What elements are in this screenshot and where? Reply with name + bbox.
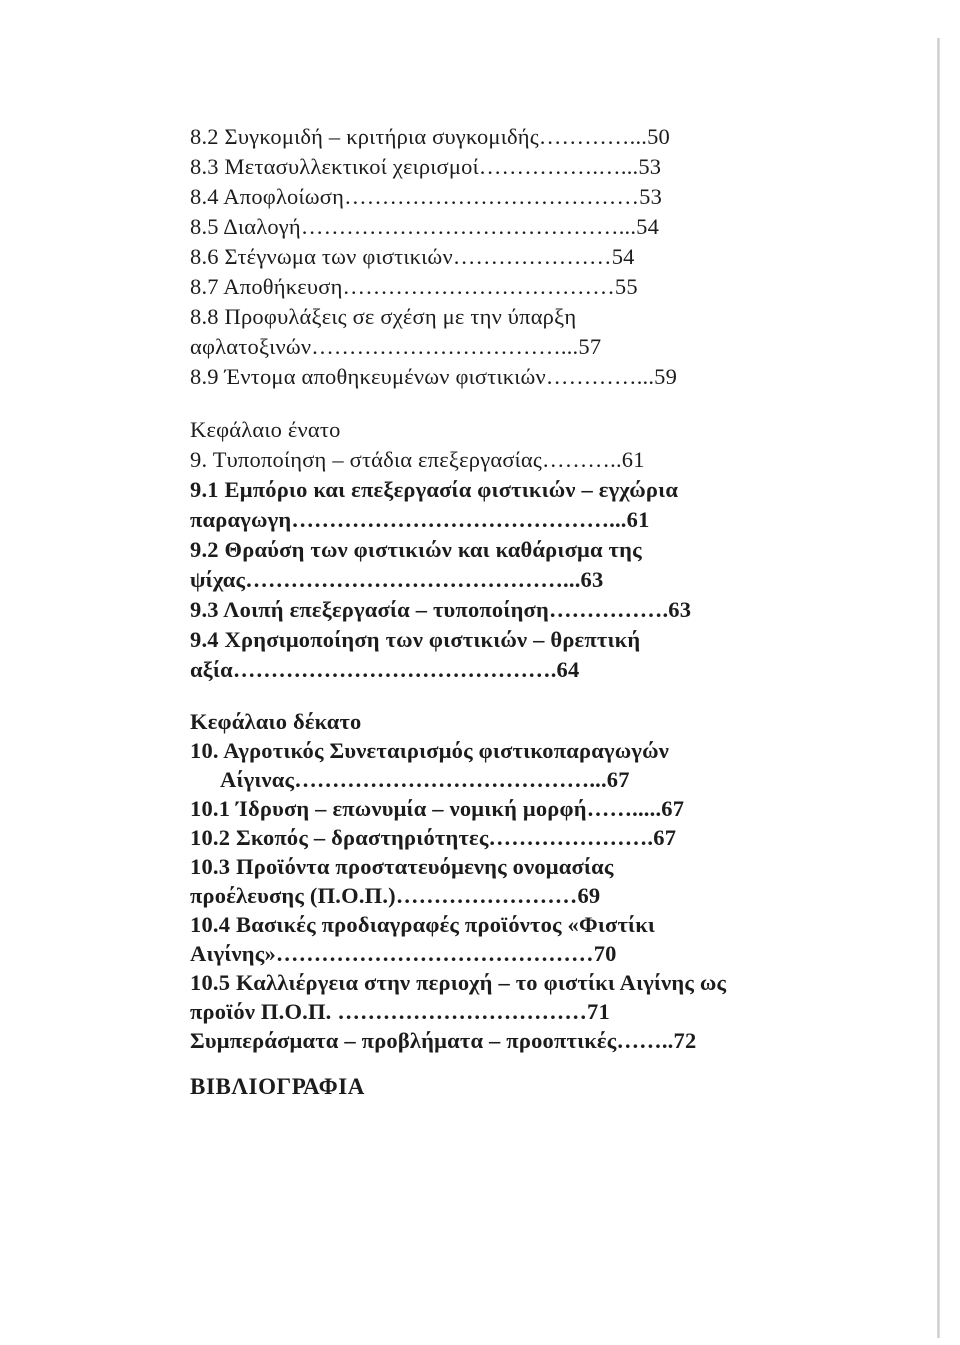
toc-entry-10-continued: Αίγινας…………………………………...67 <box>220 767 630 792</box>
toc-entry-9-1: 9.1 Εμπόριο και επεξεργασία φιστικιών – εγχώρια <box>190 477 679 502</box>
toc-entry-10-1: 10.1 Ίδρυση – επωνυμία – νομική μορφή…….....67 <box>190 796 685 821</box>
toc-entry-8-2: 8.2 Συγκομιδή – κριτήρια συγκομιδής…………...50 <box>190 124 671 149</box>
toc-entry-9-4-continued: αξία…………………………………….64 <box>190 657 580 682</box>
chapter-heading-nine: Κεφάλαιο ένατο <box>190 417 341 442</box>
toc-entry-conclusions: Συμπεράσματα – προβλήματα – προοπτικές……..72 <box>190 1028 697 1053</box>
toc-entry-8-6: 8.6 Στέγνωμα των φιστικιών…………………54 <box>190 244 635 269</box>
toc-entry-8-4: 8.4 Αποφλοίωση…………………………………53 <box>190 184 663 209</box>
toc-entry-10-4-continued: Αιγίνης»……………………………………70 <box>190 941 617 966</box>
bibliography-heading: ΒΙΒΛΙΟΓΡΑΦΙΑ <box>190 1074 366 1099</box>
toc-entry-10-3: 10.3 Προϊόντα προστατευόμενης ονομασίας <box>190 854 614 879</box>
toc-entry-10-5-continued: προϊόν Π.Ο.Π. ……………………………71 <box>190 999 610 1024</box>
toc-entry-9-1-continued: παραγωγη……………………………………...61 <box>190 507 650 532</box>
chapter-heading-ten: Κεφάλαιο δέκατο <box>190 709 362 734</box>
toc-entry-8-3: 8.3 Μετασυλλεκτικοί χειρισμοί…………….…...53 <box>190 154 662 179</box>
toc-entry-10: 10. Αγροτικός Συνεταιρισμός φιστικοπαραγωγών <box>190 738 670 763</box>
toc-entry-8-9: 8.9 Έντομα αποθηκευμένων φιστικιών…………...59 <box>190 364 678 389</box>
toc-entry-9: 9. Τυποποίηση – στάδια επεξεργασίας………..61 <box>190 447 645 472</box>
toc-entry-9-2-continued: ψίχας……………………………………...63 <box>190 567 604 592</box>
toc-entry-10-4: 10.4 Βασικές προδιαγραφές προϊόντος «Φιστίκι <box>190 912 656 937</box>
toc-entry-10-5: 10.5 Καλλιέργεια στην περιοχή – το φιστίκι Αιγίνης ως <box>190 970 727 995</box>
toc-entry-9-2: 9.2 Θραύση των φιστικιών και καθάρισμα της <box>190 537 642 562</box>
toc-entry-10-3-continued: προέλευσης (Π.Ο.Π.)……………………69 <box>190 883 601 908</box>
toc-entry-8-7: 8.7 Αποθήκευση………………………………55 <box>190 274 638 299</box>
toc-entry-8-8-continued: αφλατοξινών……………………………...57 <box>190 334 602 359</box>
toc-entry-9-4: 9.4 Χρησιμοποίηση των φιστικιών – θρεπτική <box>190 627 641 652</box>
toc-entry-8-8: 8.8 Προφυλάξεις σε σχέση με την ύπαρξη <box>190 304 577 329</box>
scan-edge-line <box>937 38 940 1338</box>
toc-entry-9-3: 9.3 Λοιπή επεξεργασία – τυποποίηση…………….63 <box>190 597 692 622</box>
toc-entry-10-2: 10.2 Σκοπός – δραστηριότητες………………….67 <box>190 825 677 850</box>
toc-entry-8-5: 8.5 Διαλογή……………………………………...54 <box>190 214 660 239</box>
